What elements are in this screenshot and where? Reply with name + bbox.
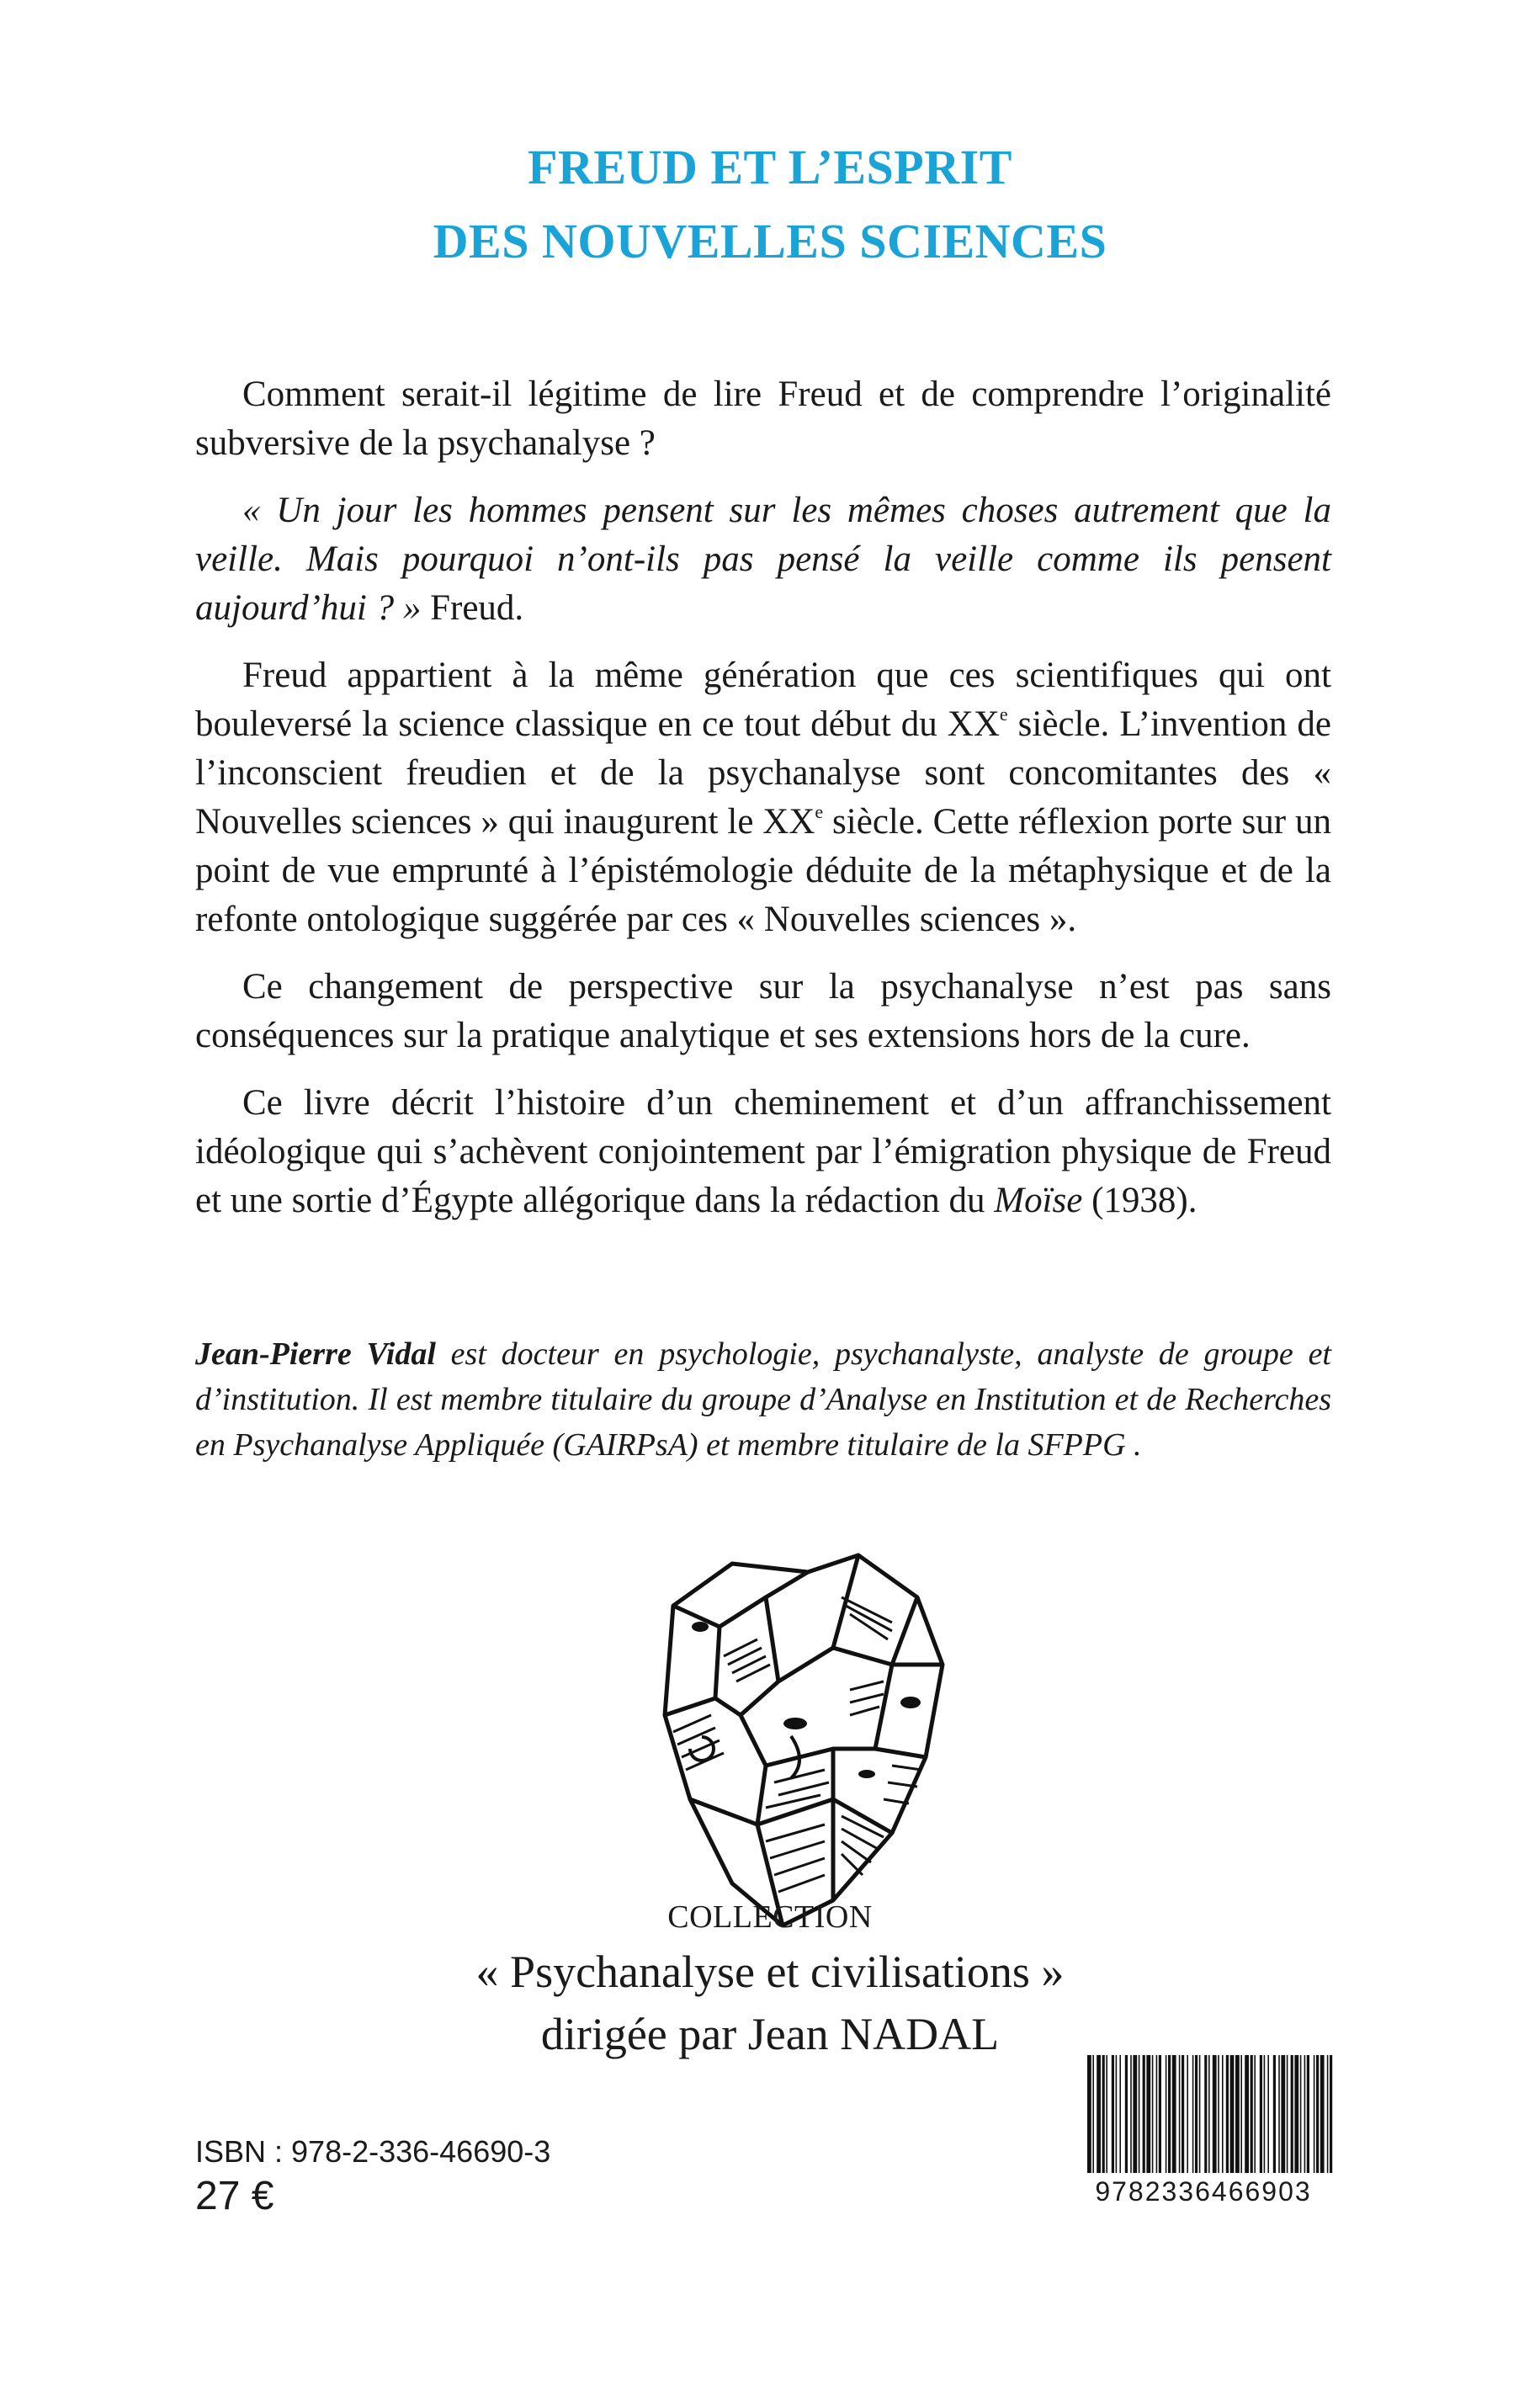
blurb-paragraph-5 xyxy=(195,1079,1331,1225)
author-name: Jean-Pierre Vidal xyxy=(195,1336,436,1372)
blurb xyxy=(195,370,1331,1244)
quote-text: « Un jour les hommes pensent sur les mêmes choses autrement que la veille. Mais pourquoi n’ont-ils pas pensé la veille comme ils pensent aujourd’hui ? » xyxy=(195,491,1331,628)
barcode-bar xyxy=(1235,2055,1240,2173)
barcode-bar xyxy=(1139,2055,1140,2173)
barcode-bar xyxy=(1291,2055,1293,2173)
collection-name: « Psychanalyse et civilisations » xyxy=(475,1947,1065,1997)
barcode-bar xyxy=(1278,2055,1280,2173)
blurb-paragraph-4: Ce changement de perspective sur la psychanalyse n’est pas sans conséquences sur la pratique analytique et ses extensions hors de la cure. xyxy=(195,967,1331,1055)
barcode-bar xyxy=(1187,2055,1188,2173)
barcode-bar xyxy=(1156,2055,1158,2173)
barcode-digits: 9782336466903 xyxy=(1095,2176,1312,2207)
barcode-bar xyxy=(1143,2055,1145,2173)
barcode-bar xyxy=(1208,2055,1210,2173)
barcode-bar xyxy=(1097,2055,1101,2173)
barcode-bar xyxy=(1119,2055,1121,2173)
collection-info xyxy=(0,1894,1540,2065)
barcode-bar xyxy=(1125,2055,1128,2173)
p5-part-a: Ce livre décrit l’histoire d’un cheminement et d’un affranchissement idéologique qui s’achèvent conjointement par l’émigration physique de Freud et une sortie d’Égypte allégorique dans la rédaction du xyxy=(195,1083,1331,1220)
title-line-1: FREUD ET L’ESPRIT xyxy=(528,140,1012,194)
collection-director: dirigée par Jean NADAL xyxy=(540,2009,1000,2059)
collection-label: COLLECTION xyxy=(667,1899,873,1935)
fragmented-face-logo-icon xyxy=(640,1547,968,1934)
price: 27 € xyxy=(195,2174,274,2218)
isbn: ISBN : 978-2-336-46690-3 xyxy=(195,2134,551,2169)
p5-book-title: Moïse xyxy=(994,1181,1083,1220)
barcode-bar xyxy=(1179,2055,1181,2173)
barcode-bar xyxy=(1226,2055,1229,2173)
barcode-bar xyxy=(1159,2055,1161,2173)
barcode-bar xyxy=(1304,2055,1306,2173)
barcode-bar xyxy=(1172,2055,1176,2173)
book-title xyxy=(0,130,1540,279)
barcode-bar xyxy=(1294,2055,1298,2173)
barcode-bar xyxy=(1251,2055,1253,2173)
barcode-bar xyxy=(1182,2055,1184,2173)
barcode-bar xyxy=(1146,2055,1150,2173)
barcode-bar xyxy=(1192,2055,1194,2173)
barcode-bar xyxy=(1281,2055,1285,2173)
p3-superscript-1: e xyxy=(999,704,1008,725)
barcode-bar xyxy=(1199,2055,1201,2173)
barcode-bar xyxy=(1314,2055,1315,2173)
barcode-bar xyxy=(1106,2055,1107,2173)
barcode-bar xyxy=(1222,2055,1224,2173)
barcode-bar xyxy=(1116,2055,1118,2173)
barcode-bar xyxy=(1130,2055,1132,2173)
barcode-bar xyxy=(1307,2055,1309,2173)
barcode-bar xyxy=(1087,2055,1091,2173)
barcode-bar xyxy=(1213,2055,1217,2173)
quote-attribution: Freud. xyxy=(421,588,524,628)
barcode-bar xyxy=(1327,2055,1329,2173)
barcode-bar xyxy=(1287,2055,1288,2173)
blurb-paragraph-3 xyxy=(195,651,1331,944)
barcode-bar xyxy=(1300,2055,1302,2173)
author-bio-text: est docteur en psychologie, psychanalyste, analyste de groupe et d’institution. Il est membre titulaire du groupe d’Analyse en Institution et de Recherches en Psychanalyse Appliquée (GAIRPsA) et membre titulaire de la SFPPG . xyxy=(195,1336,1331,1463)
p3-part-b: siècle. L’invention de l’inconscient freudien et de la psychanalyse sont concomitantes des « Nouvelles sciences » qui inaugurent le XX xyxy=(195,704,1331,842)
barcode-bar xyxy=(1218,2055,1219,2173)
barcode-bar xyxy=(1273,2055,1276,2173)
p3-part-c: siècle. Cette réflexion porte sur un point de vue emprunté à l’épistémologie déduite de la métaphysique et de la refonte ontologique suggérée par ces « Nouvelles sciences ». xyxy=(195,802,1331,939)
barcode-bar xyxy=(1204,2055,1207,2173)
barcode-bar xyxy=(1112,2055,1114,2173)
barcode-bar xyxy=(1152,2055,1154,2173)
barcode-bar xyxy=(1195,2055,1197,2173)
blurb-paragraph-1: Comment serait-il légitime de lire Freud et de comprendre l’originalité subversive de la psychanalyse ? xyxy=(195,374,1331,463)
author-bio xyxy=(195,1331,1331,1468)
barcode-bar xyxy=(1102,2055,1105,2173)
barcode-bar xyxy=(1267,2055,1269,2173)
barcode xyxy=(1084,2055,1336,2173)
barcode-bar xyxy=(1330,2055,1332,2173)
barcode-bar xyxy=(1168,2055,1171,2173)
p5-part-b: (1938). xyxy=(1082,1181,1197,1220)
freud-quote xyxy=(195,486,1331,633)
barcode-bar xyxy=(1166,2055,1167,2173)
p3-part-a: Freud appartient à la même génération que ces scientifiques qui ont bouleversé la science classique en ce tout début du XX xyxy=(195,656,1331,744)
title-line-2: DES NOUVELLES SCIENCES xyxy=(433,214,1107,268)
barcode-bar xyxy=(1260,2055,1262,2173)
barcode-bar xyxy=(1264,2055,1266,2173)
barcode-bar xyxy=(1245,2055,1249,2173)
p3-superscript-2: e xyxy=(815,801,824,822)
barcode-bar xyxy=(1133,2055,1137,2173)
barcode-bar xyxy=(1320,2055,1325,2173)
barcode-bar xyxy=(1092,2055,1094,2173)
barcode-bar xyxy=(1316,2055,1319,2173)
barcode-bar xyxy=(1254,2055,1256,2173)
barcode-bar xyxy=(1240,2055,1242,2173)
barcode-bar xyxy=(1230,2055,1235,2173)
